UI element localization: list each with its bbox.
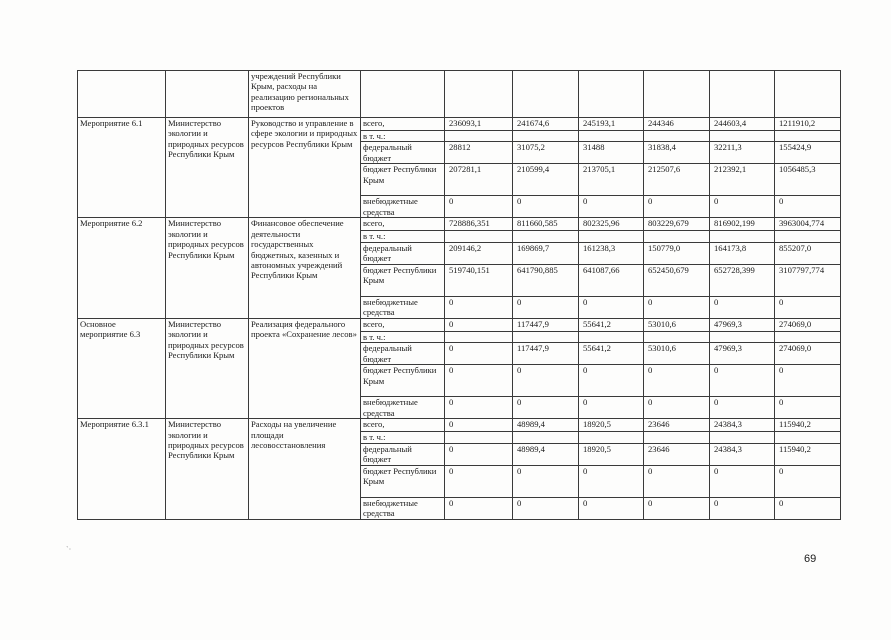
cell-funding-source: внебюджетные средства (361, 196, 445, 218)
table-row (78, 419, 841, 432)
cell-measure: Мероприятие 6.2 (78, 218, 166, 318)
cell-amount: 31838,4 (644, 142, 710, 164)
cell-amount: 0 (644, 296, 710, 318)
cell-funding-source: всего, (361, 419, 445, 432)
cell-amount: 0 (445, 343, 513, 365)
cell-funding-source: всего, (361, 318, 445, 331)
cell-amount (513, 331, 579, 342)
cell-amount (513, 432, 579, 443)
cell-amount (579, 131, 644, 142)
cell-amount: 274069,0 (775, 318, 841, 331)
cell-amount: 0 (644, 465, 710, 497)
cell-amount (775, 131, 841, 142)
cell-amount: 519740,151 (445, 264, 513, 296)
cell-amount: 24384,3 (710, 443, 775, 465)
cell-amount: 28812 (445, 142, 513, 164)
cell-funding-source: бюджет Республики Крым (361, 164, 445, 196)
cell-amount (710, 131, 775, 142)
cell-funding-source: внебюджетные средства (361, 497, 445, 519)
cell-amount: 0 (644, 196, 710, 218)
table-row-continuation (78, 71, 841, 118)
cell-amount (775, 231, 841, 242)
cell-amount: 802325,96 (579, 218, 644, 231)
scan-mark: `· (66, 545, 72, 554)
cell-amount: 0 (445, 296, 513, 318)
cell-amount: 0 (579, 397, 644, 419)
cell-amount: 18920,5 (579, 419, 644, 432)
cell-amount: 0 (644, 397, 710, 419)
cell-amount: 0 (775, 397, 841, 419)
cell-amount: 0 (644, 497, 710, 519)
table-cell (644, 71, 710, 118)
cell-amount: 53010,6 (644, 318, 710, 331)
cell-amount: 3963004,774 (775, 218, 841, 231)
cell-amount: 117447,9 (513, 318, 579, 331)
cell-amount (445, 231, 513, 242)
cell-funding-source: бюджет Республики Крым (361, 365, 445, 397)
cell-amount: 0 (445, 443, 513, 465)
cell-amount: 816902,199 (710, 218, 775, 231)
cell-amount: 164173,8 (710, 242, 775, 264)
cell-measure: Мероприятие 6.3.1 (78, 419, 166, 519)
table-cell: учреждений Республики Крым, расходы на реализацию региональных проектов (249, 71, 361, 118)
cell-amount (513, 231, 579, 242)
table-cell (775, 71, 841, 118)
cell-amount (445, 131, 513, 142)
cell-amount: 0 (579, 196, 644, 218)
cell-amount: 244603,4 (710, 118, 775, 131)
cell-amount: 0 (513, 465, 579, 497)
cell-amount: 236093,1 (445, 118, 513, 131)
cell-amount: 23646 (644, 443, 710, 465)
cell-amount (710, 432, 775, 443)
cell-amount: 213705,1 (579, 164, 644, 196)
cell-amount: 55641,2 (579, 318, 644, 331)
table-row (78, 218, 841, 231)
cell-amount: 1211910,2 (775, 118, 841, 131)
cell-measure: Мероприятие 6.1 (78, 118, 166, 218)
cell-amount: 652450,679 (644, 264, 710, 296)
cell-funding-source: бюджет Республики Крым (361, 264, 445, 296)
cell-amount: 155424,9 (775, 142, 841, 164)
cell-funding-source: бюджет Республики Крым (361, 465, 445, 497)
cell-funding-source: всего, (361, 218, 445, 231)
cell-amount: 31488 (579, 142, 644, 164)
page-number: 69 (804, 553, 817, 565)
cell-description: Расходы на увеличение площади лесовосстановления (249, 419, 361, 519)
cell-amount: 150779,0 (644, 242, 710, 264)
cell-amount: 641087,66 (579, 264, 644, 296)
cell-amount: 728886,351 (445, 218, 513, 231)
cell-amount: 0 (445, 419, 513, 432)
cell-amount (579, 331, 644, 342)
table-cell (78, 71, 166, 118)
cell-executor: Министерство экологии и природных ресурсов Республики Крым (166, 118, 249, 218)
cell-funding-source: в т. ч.: (361, 432, 445, 443)
cell-amount: 244346 (644, 118, 710, 131)
cell-amount: 18920,5 (579, 443, 644, 465)
cell-amount: 652728,399 (710, 264, 775, 296)
cell-funding-source: федеральный бюджет (361, 142, 445, 164)
cell-amount (775, 432, 841, 443)
cell-amount: 0 (513, 497, 579, 519)
cell-amount: 0 (710, 465, 775, 497)
cell-amount (445, 331, 513, 342)
cell-amount: 245193,1 (579, 118, 644, 131)
table-cell (166, 71, 249, 118)
cell-amount: 0 (644, 365, 710, 397)
cell-amount: 210599,4 (513, 164, 579, 196)
table-cell (513, 71, 579, 118)
cell-funding-source: в т. ч.: (361, 231, 445, 242)
cell-amount: 0 (513, 397, 579, 419)
table-cell (710, 71, 775, 118)
cell-amount: 47969,3 (710, 318, 775, 331)
cell-amount: 23646 (644, 419, 710, 432)
cell-funding-source: в т. ч.: (361, 331, 445, 342)
cell-amount: 24384,3 (710, 419, 775, 432)
cell-amount: 0 (445, 465, 513, 497)
cell-amount: 212392,1 (710, 164, 775, 196)
cell-amount: 55641,2 (579, 343, 644, 365)
cell-amount: 115940,2 (775, 419, 841, 432)
cell-amount (710, 331, 775, 342)
cell-amount: 0 (513, 365, 579, 397)
cell-amount: 47969,3 (710, 343, 775, 365)
cell-amount: 0 (445, 318, 513, 331)
cell-amount: 641790,885 (513, 264, 579, 296)
cell-executor: Министерство экологии и природных ресурсов Республики Крым (166, 218, 249, 318)
cell-amount (644, 432, 710, 443)
cell-amount: 0 (445, 397, 513, 419)
cell-amount: 0 (710, 365, 775, 397)
cell-amount (775, 331, 841, 342)
cell-amount (579, 432, 644, 443)
cell-amount (710, 231, 775, 242)
cell-amount (513, 131, 579, 142)
cell-funding-source: в т. ч.: (361, 131, 445, 142)
cell-amount: 0 (775, 365, 841, 397)
cell-amount (445, 432, 513, 443)
cell-amount: 53010,6 (644, 343, 710, 365)
table-row (78, 318, 841, 331)
cell-funding-source: федеральный бюджет (361, 343, 445, 365)
cell-amount: 1056485,3 (775, 164, 841, 196)
cell-amount: 117447,9 (513, 343, 579, 365)
cell-amount (644, 331, 710, 342)
cell-executor: Министерство экологии и природных ресурсов Республики Крым (166, 419, 249, 519)
cell-amount: 209146,2 (445, 242, 513, 264)
cell-amount: 0 (775, 497, 841, 519)
cell-amount: 241674,6 (513, 118, 579, 131)
cell-amount: 0 (710, 196, 775, 218)
cell-amount: 811660,585 (513, 218, 579, 231)
cell-amount: 0 (445, 497, 513, 519)
cell-amount (579, 231, 644, 242)
cell-amount: 0 (579, 365, 644, 397)
cell-amount: 0 (710, 497, 775, 519)
cell-description: Руководство и управление в сфере экологии и природных ресурсов Республики Крым (249, 118, 361, 218)
cell-amount: 0 (513, 296, 579, 318)
cell-amount (644, 231, 710, 242)
cell-amount: 855207,0 (775, 242, 841, 264)
cell-funding-source: всего, (361, 118, 445, 131)
cell-amount: 0 (775, 296, 841, 318)
cell-amount (644, 131, 710, 142)
table-cell (445, 71, 513, 118)
cell-amount: 0 (710, 296, 775, 318)
cell-measure: Основное мероприятие 6.3 (78, 318, 166, 418)
cell-amount: 0 (445, 196, 513, 218)
cell-amount: 48989,4 (513, 419, 579, 432)
cell-amount: 0 (710, 397, 775, 419)
cell-amount: 0 (579, 465, 644, 497)
cell-amount: 803229,679 (644, 218, 710, 231)
cell-amount: 32211,3 (710, 142, 775, 164)
table-cell (361, 71, 445, 118)
cell-amount: 115940,2 (775, 443, 841, 465)
cell-amount: 0 (775, 465, 841, 497)
cell-amount: 169869,7 (513, 242, 579, 264)
cell-amount: 0 (513, 196, 579, 218)
cell-amount: 207281,1 (445, 164, 513, 196)
cell-amount: 0 (579, 296, 644, 318)
cell-amount: 212507,6 (644, 164, 710, 196)
cell-funding-source: внебюджетные средства (361, 296, 445, 318)
cell-description: Реализация федерального проекта «Сохранение лесов» (249, 318, 361, 418)
cell-description: Финансовое обеспечение деятельности государственных бюджетных, казенных и автономных учреждений Республики Крым (249, 218, 361, 318)
cell-amount: 31075,2 (513, 142, 579, 164)
cell-funding-source: внебюджетные средства (361, 397, 445, 419)
cell-funding-source: федеральный бюджет (361, 242, 445, 264)
cell-amount: 0 (445, 365, 513, 397)
budget-table (77, 70, 841, 520)
cell-amount: 48989,4 (513, 443, 579, 465)
cell-executor: Министерство экологии и природных ресурсов Республики Крым (166, 318, 249, 418)
table-cell (579, 71, 644, 118)
cell-amount: 0 (775, 196, 841, 218)
cell-amount: 161238,3 (579, 242, 644, 264)
cell-amount: 274069,0 (775, 343, 841, 365)
cell-amount: 0 (579, 497, 644, 519)
table-row (78, 118, 841, 131)
budget-table-body (78, 71, 841, 520)
cell-amount: 3107797,774 (775, 264, 841, 296)
cell-funding-source: федеральный бюджет (361, 443, 445, 465)
